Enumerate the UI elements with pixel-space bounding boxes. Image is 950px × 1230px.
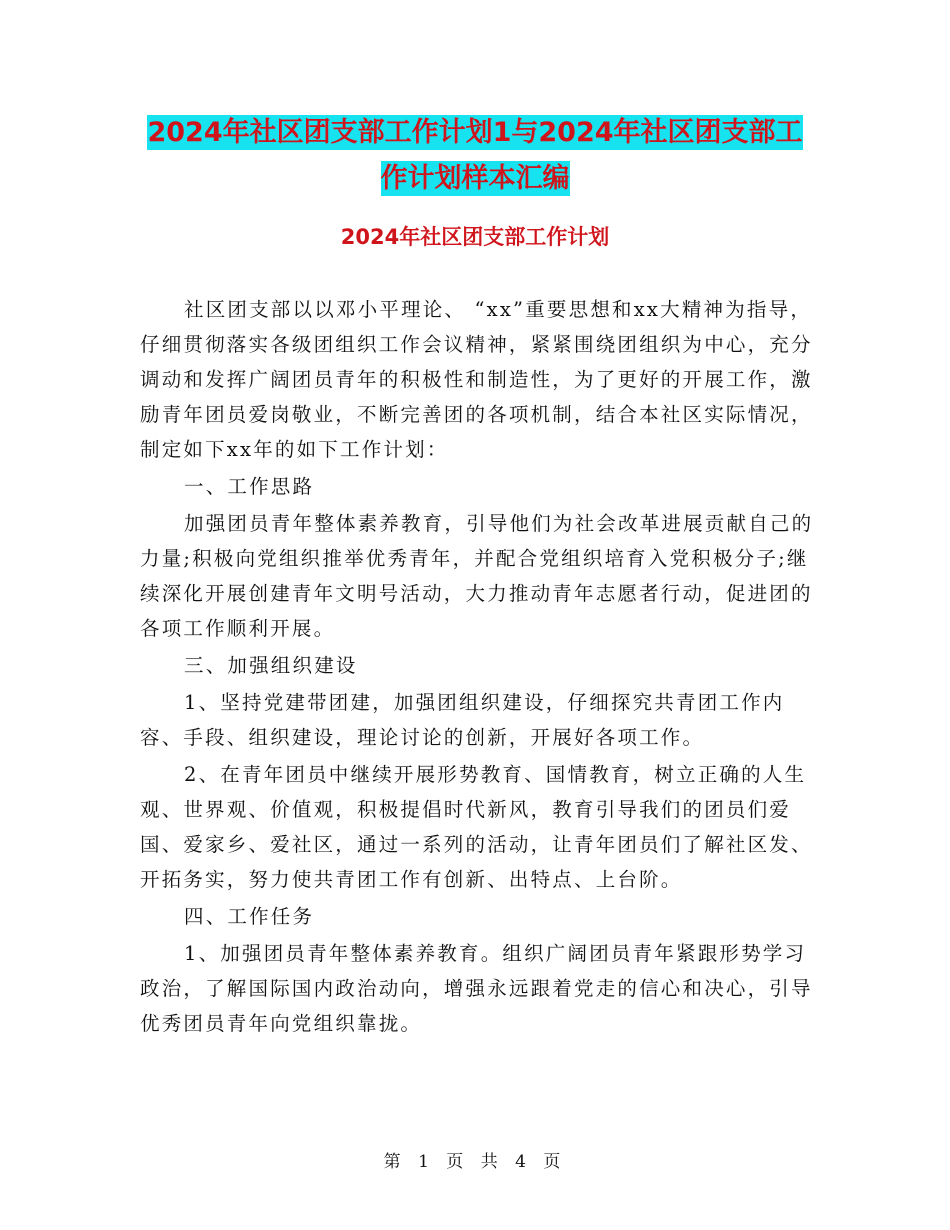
heading-organization: 三、加强组织建设 bbox=[184, 654, 358, 677]
heading-tasks: 四、工作任务 bbox=[184, 905, 315, 928]
paragraph-intro: 社区团支部以以邓小平理论、 “xx”重要思想和xx大精神为指导，仔细贯彻落实各级团组织工作会议精神，紧紧围绕团组织为中心，充分调动和发挥广阔团员青年的积极性和制造性，为了更好的开展工作，激励青年团员爱岗敬业，不断完善团的各项机制，结合本社区实际情况，制定如下xx年的如下工作计划： bbox=[140, 298, 813, 461]
document-body bbox=[140, 292, 820, 1043]
document-title-line-1: 2024年社区团支部工作计划1与2024年社区团支部工 bbox=[147, 117, 803, 148]
paragraph-organization-2: 2、在青年团员中继续开展形势教育、国情教育，树立正确的人生观、世界观、价值观，积极提倡时代新风，教育引导我们的团员们爱国、爱家乡、爱社区，通过一系列的活动，让青年团员们了解社区发、开拓务实，努力使共青团工作有创新、出特点、上台阶。 bbox=[140, 763, 813, 891]
paragraph-work-ideas: 加强团员青年整体素养教育，引导他们为社会改革进展贡献自己的力量;积极向党组织推举优秀青年，并配合党组织培育入党积极分子;继续深化开展创建青年文明号活动，大力推动青年志愿者行动，促进团的各项工作顺利开展。 bbox=[140, 512, 814, 640]
page-footer: 第 1 页 共 4 页 bbox=[383, 1152, 567, 1172]
heading-work-ideas: 一、工作思路 bbox=[184, 475, 315, 498]
paragraph-tasks-1: 1、加强团员青年整体素养教育。组织广阔团员青年紧跟形势学习政治，了解国际国内政治动向，增强永远跟着党走的信心和决心，引导优秀团员青年向党组织靠拢。 bbox=[140, 942, 813, 1035]
document-title bbox=[140, 110, 810, 202]
paragraph-organization-1: 1、坚持党建带团建，加强团组织建设，仔细探究共青团工作内容、手段、组织建设，理论讨论的创新，开展好各项工作。 bbox=[140, 691, 785, 749]
document-title-line-2: 作计划样本汇编 bbox=[380, 163, 570, 194]
section-title: 2024年社区团支部工作计划 bbox=[340, 225, 610, 249]
